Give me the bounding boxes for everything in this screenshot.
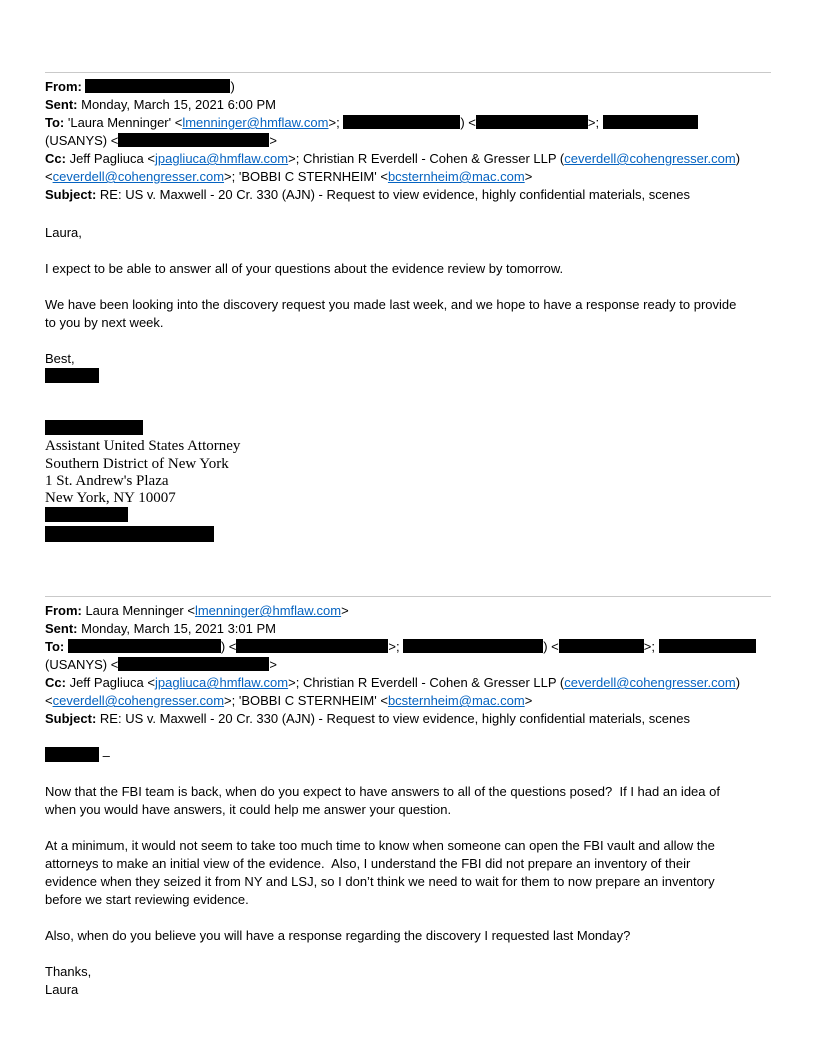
signature-name-redaction (45, 420, 771, 438)
paragraph-line (45, 314, 771, 332)
closing-line (45, 963, 771, 981)
email-address-link[interactable]: bcsternheim@mac.com (387, 693, 525, 709)
text-span: >; Christian R Everdell - Cohen & Gresser LLP ( (288, 151, 565, 166)
paragraph-line (45, 837, 771, 855)
text-span: >; Christian R Everdell - Cohen & Gresser LLP ( (288, 675, 565, 691)
text-span: RE: US v. Maxwell - 20 Cr. 330 (AJN) - Request to view evidence, highly confidential materials, scenes (99, 187, 690, 202)
text-span: Best, (45, 351, 75, 366)
blank-line (45, 332, 771, 350)
signature-email-redaction (45, 526, 771, 545)
redaction-bar (559, 639, 644, 653)
redaction-bar (343, 115, 460, 129)
text-span: At a minimum, it would not seem to take too much time to know when someone can open the FBI vault and allow the (45, 838, 715, 854)
paragraph-line (45, 873, 771, 891)
from-line (45, 78, 771, 96)
redaction-bar (659, 639, 756, 653)
cc-line (45, 150, 771, 168)
signature-city-line (45, 490, 771, 507)
text-span: Jeff Pagliuca < (69, 151, 155, 166)
signoff-redaction-line (45, 368, 771, 386)
message-separator (45, 596, 771, 597)
text-span: Southern District of New York (45, 455, 229, 472)
email-address-link[interactable]: bcsternheim@mac.com (387, 169, 525, 184)
text-span: Laura (45, 982, 79, 998)
paragraph-line (45, 801, 771, 819)
text-span: > (524, 693, 533, 709)
field-label: To: (45, 639, 68, 655)
paragraph-line (45, 296, 771, 314)
email-address-link[interactable]: ceverdell@cohengresser.com (564, 151, 736, 166)
greeting-redaction-line (45, 747, 771, 765)
text-span: >; (643, 639, 659, 655)
cc-line-continuation (45, 692, 771, 710)
text-span: when you would have answers, it could help me answer your question. (45, 802, 452, 818)
redaction-bar (45, 526, 214, 542)
blank-line (45, 278, 771, 296)
text-span: New York, NY 10007 (45, 490, 176, 507)
text-span: >; (388, 639, 404, 655)
text-span: > (524, 169, 533, 184)
text-span: Thanks, (45, 964, 92, 980)
redaction-bar (45, 747, 99, 762)
blank-line (45, 819, 771, 837)
subject-line (45, 710, 771, 728)
text-span: Monday, March 15, 2021 3:01 PM (81, 621, 276, 637)
text-span: ) (735, 675, 741, 691)
paragraph-line (45, 927, 771, 945)
field-label: From: (45, 79, 86, 94)
signoff-line (45, 981, 771, 999)
text-span: (USANYS) < (45, 657, 119, 673)
signature-office-line (45, 456, 771, 473)
text-span: before we start reviewing evidence. (45, 892, 249, 908)
text-span: > (269, 657, 277, 673)
text-span: >; (587, 115, 603, 130)
email-address-link[interactable]: lmenninger@hmflaw.com (194, 603, 342, 619)
redaction-bar (118, 657, 269, 671)
field-label: Subject: (45, 187, 100, 202)
field-label: From: (45, 603, 86, 619)
redaction-bar (476, 115, 588, 129)
text-span: attorneys to make an initial view of the evidence. Also, I understand the FBI did not prepare an inventory of their (45, 856, 691, 872)
from-line (45, 602, 771, 620)
text-span: Monday, March 15, 2021 6:00 PM (81, 97, 276, 112)
text-span: ) (230, 79, 235, 94)
signature-phone-redaction (45, 507, 771, 525)
redaction-bar (45, 507, 128, 522)
email-address-link[interactable]: ceverdell@cohengresser.com (52, 169, 225, 184)
field-label: Sent: (45, 97, 82, 112)
field-label: Cc: (45, 151, 70, 166)
field-label: Sent: (45, 621, 82, 637)
text-span: > (269, 133, 277, 148)
text-span: ) < (460, 115, 476, 130)
text-span: > (341, 603, 349, 619)
email-address-link[interactable]: lmenninger@hmflaw.com (182, 115, 329, 130)
redaction-bar (68, 639, 221, 653)
text-span: – (99, 748, 110, 764)
text-span: ) < (220, 639, 237, 655)
field-label: Cc: (45, 675, 70, 691)
text-span: Jeff Pagliuca < (69, 675, 155, 691)
redaction-bar (45, 420, 143, 435)
field-label: To: (45, 115, 68, 130)
to-line-continuation (45, 132, 771, 150)
redaction-bar (118, 133, 269, 147)
blank-line (45, 909, 771, 927)
redaction-bar (403, 639, 543, 653)
to-line-continuation (45, 656, 771, 674)
email-1-body (45, 224, 771, 386)
text-span: Laura Menninger < (85, 603, 195, 619)
paragraph-line (45, 891, 771, 909)
greeting-line (45, 224, 771, 242)
signature-address-line (45, 473, 771, 490)
text-span: < (45, 693, 53, 709)
text-span: I expect to be able to answer all of your questions about the evidence review by tomorrow. (45, 261, 564, 276)
redaction-bar (603, 115, 698, 129)
sent-line (45, 620, 771, 638)
blank-line (45, 765, 771, 783)
text-span: Now that the FBI team is back, when do you expect to have answers to all of the questions posed? If I had an idea of (45, 784, 720, 800)
email-address-link[interactable]: jpagliuca@hmflaw.com (154, 675, 289, 691)
paragraph-line (45, 783, 771, 801)
field-label: Subject: (45, 711, 100, 727)
text-span: 1 St. Andrew's Plaza (45, 472, 169, 489)
subject-line (45, 186, 771, 204)
email-address-link[interactable]: jpagliuca@hmflaw.com (154, 151, 289, 166)
email-message-1 (45, 72, 771, 545)
text-span: >; 'BOBBI C STERNHEIM' < (224, 693, 388, 709)
redaction-bar (85, 79, 230, 93)
email-message-2 (45, 596, 771, 999)
email-2-header (45, 602, 771, 728)
text-span: Laura, (45, 225, 82, 240)
text-span: >; 'BOBBI C STERNHEIM' < (224, 169, 388, 184)
email-1-header (45, 78, 771, 204)
blank-line (45, 242, 771, 260)
cc-line (45, 674, 771, 692)
text-span: 'Laura Menninger' < (67, 115, 183, 130)
signature-title-line (45, 438, 771, 455)
text-span: >; (328, 115, 344, 130)
text-span: (USANYS) < (45, 133, 119, 148)
to-line (45, 638, 771, 656)
blank-line (45, 945, 771, 963)
text-span: Assistant United States Attorney (45, 438, 241, 455)
text-span: Also, when do you believe you will have a response regarding the discovery I requested last Monday? (45, 928, 631, 944)
email-2-body (45, 747, 771, 999)
to-line (45, 114, 771, 132)
paragraph-line (45, 260, 771, 278)
text-span: to you by next week. (45, 315, 164, 330)
text-span: RE: US v. Maxwell - 20 Cr. 330 (AJN) - Request to view evidence, highly confidential materials, scenes (99, 711, 690, 727)
email-address-link[interactable]: ceverdell@cohengresser.com (564, 675, 736, 691)
cc-line-continuation (45, 168, 771, 186)
text-span: ) < (543, 639, 559, 655)
message-separator (45, 72, 771, 73)
sent-line (45, 96, 771, 114)
paragraph-line (45, 855, 771, 873)
redaction-bar (45, 368, 99, 383)
text-span: ) (735, 151, 741, 166)
email-address-link[interactable]: ceverdell@cohengresser.com (52, 693, 225, 709)
closing-line (45, 350, 771, 368)
text-span: < (45, 169, 53, 184)
text-span: evidence when they seized it from NY and LSJ, so I don’t think we need to wait for them to now prepare an inventory (45, 874, 715, 890)
email-1-signature (45, 420, 771, 545)
text-span: We have been looking into the discovery request you made last week, and we hope to have a response ready to provide (45, 297, 737, 312)
redaction-bar (236, 639, 388, 653)
